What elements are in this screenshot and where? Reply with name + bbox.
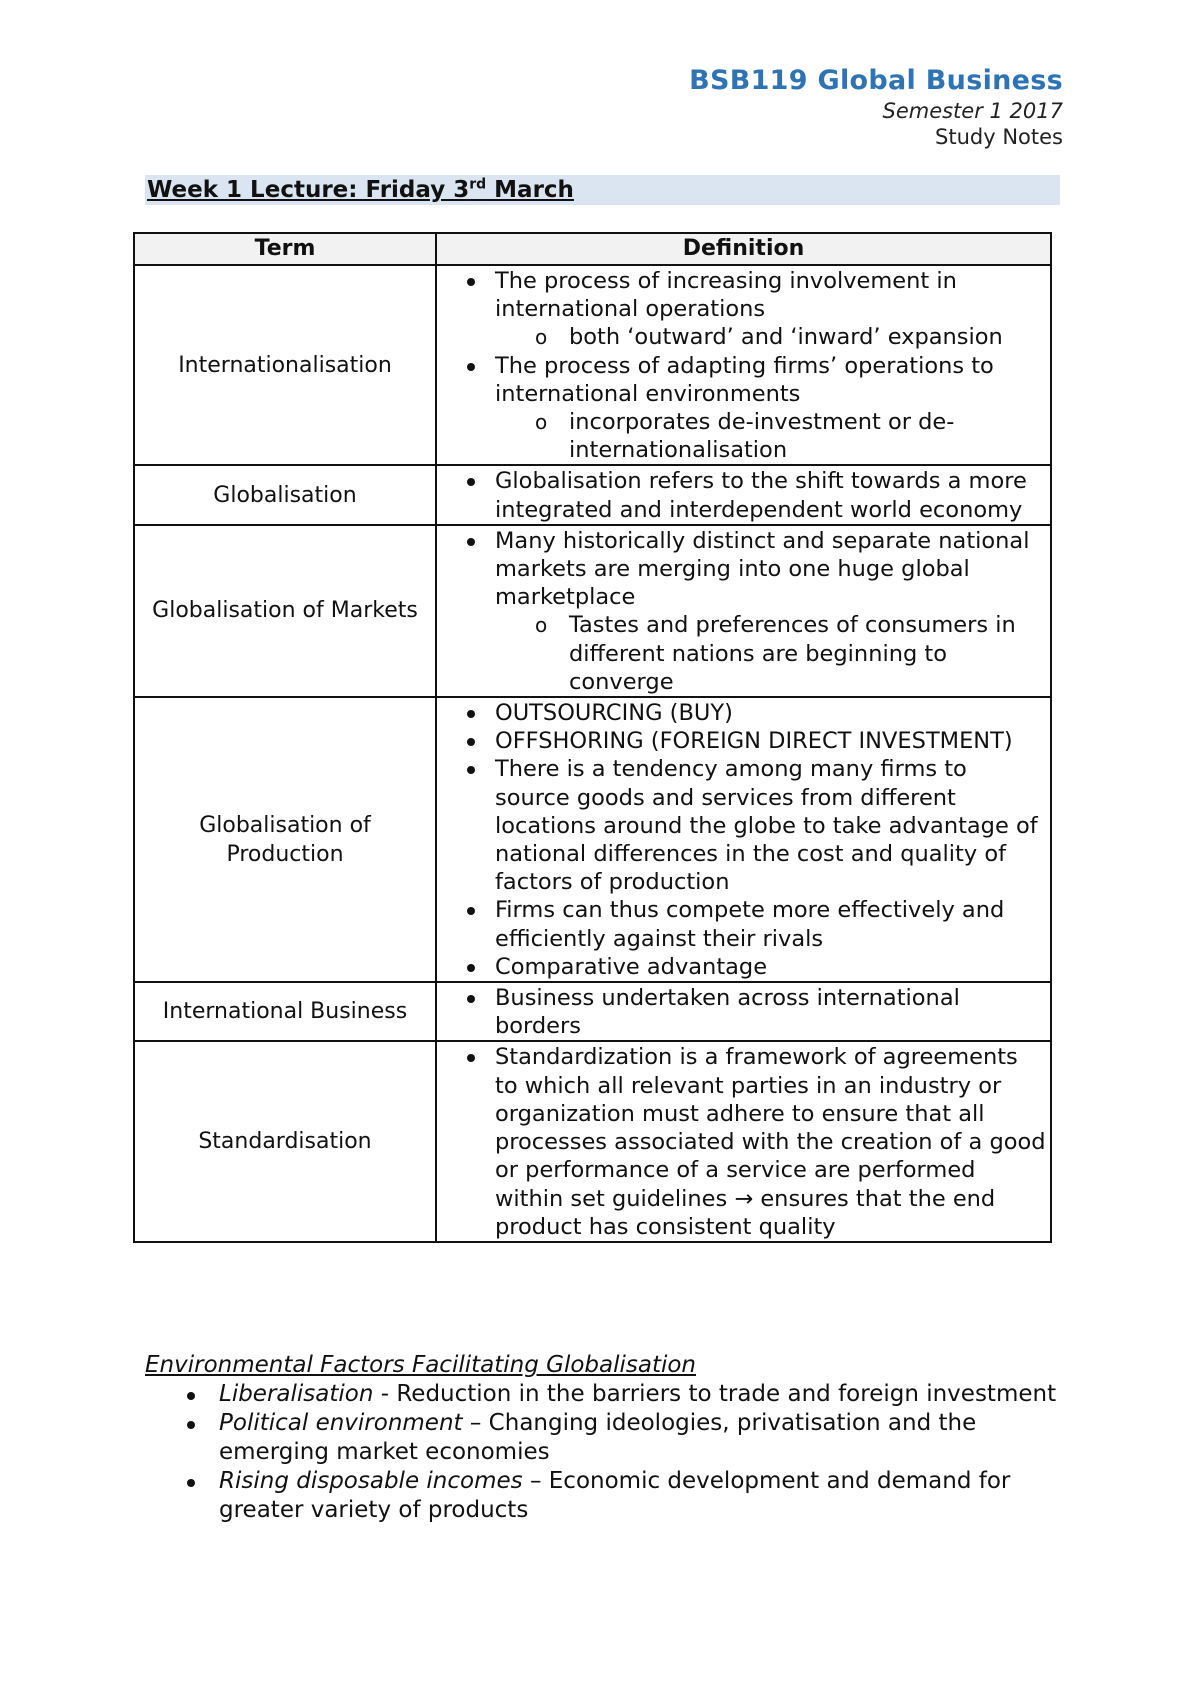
definition-cell: [436, 982, 1051, 1041]
definition-cell: [436, 525, 1051, 697]
definition-bullet: OFFSHORING (FOREIGN DIRECT INVESTMENT): [437, 727, 1046, 755]
factor-description: – Changing ideologies, privatisation and the emerging market economies: [219, 1410, 977, 1465]
definition-bullet: Comparative advantage: [437, 953, 1046, 981]
definition-cell: [436, 465, 1051, 524]
definition-bullet: Many historically distinct and separate national markets are merging into one huge global marketplace o Tastes and preferences of consumers in different nations are beginning to converge: [437, 527, 1046, 696]
definition-bullet: Standardization is a framework of agreements to which all relevant parties in an industry or organization must adhere to ensure that all processes associated with the creation of a good or performance of a service are performed within set guidelines → ensures that the end product has consistent quality: [437, 1043, 1046, 1240]
factor-term: Political environment: [219, 1410, 463, 1436]
term-cell: Internationalisation: [134, 265, 436, 465]
semester-label: Semester 1 2017: [882, 99, 1063, 123]
column-header-definition: Definition: [436, 233, 1051, 265]
table-header-row: [134, 233, 1051, 265]
list-item: [145, 1409, 1075, 1467]
definition-sub-bullet: o incorporates de-investment or de-internationalisation: [495, 408, 1046, 464]
definition-cell: [436, 265, 1051, 465]
definition-bullet: Globalisation refers to the shift towards a more integrated and interdependent world economy: [437, 467, 1046, 523]
table-row: [134, 1041, 1051, 1241]
table-row: [134, 465, 1051, 524]
page-header: [689, 64, 1063, 150]
section-heading: Environmental Factors Facilitating Globalisation: [145, 1352, 697, 1378]
week-heading-text: Week 1 Lecture: Friday 3rd March: [147, 176, 574, 203]
list-item: [145, 1380, 1075, 1409]
table-row: [134, 982, 1051, 1041]
table-row: [134, 525, 1051, 697]
definition-bullet: There is a tendency among many firms to source goods and services from different locations around the globe to take advantage of national differences in the cost and quality of factors of production: [437, 755, 1046, 896]
factor-description: – Economic development and demand for greater variety of products: [219, 1468, 1011, 1523]
term-cell: Globalisation: [134, 465, 436, 524]
definition-bullet: Business undertaken across international borders: [437, 984, 1046, 1040]
definition-sub-bullet: o both ‘outward’ and ‘inward’ expansion: [495, 323, 1046, 351]
factor-term: Rising disposable incomes: [219, 1468, 523, 1494]
definition-bullet: The process of increasing involvement in international operations o both ‘outward’ and ‘inward’ expansion: [437, 267, 1046, 352]
column-header-term: Term: [134, 233, 436, 265]
table-row: [134, 697, 1051, 982]
definition-cell: [436, 1041, 1051, 1241]
definition-cell: [436, 697, 1051, 982]
environmental-factors-section: [145, 1350, 1075, 1525]
term-cell: Globalisation of Production: [134, 697, 436, 982]
term-cell: Standardisation: [134, 1041, 436, 1241]
definition-bullet: Firms can thus compete more effectively and efficiently against their rivals: [437, 896, 1046, 952]
factor-term: Liberalisation: [219, 1381, 374, 1407]
definition-bullet: The process of adapting firms’ operations to international environments o incorporates de-investment or de-internationalisation: [437, 352, 1046, 465]
week-heading: [145, 175, 1060, 205]
study-notes-label: Study Notes: [935, 125, 1063, 149]
list-item: [145, 1467, 1075, 1525]
definition-sub-bullet: o Tastes and preferences of consumers in different nations are beginning to converge: [495, 611, 1046, 696]
term-cell: Globalisation of Markets: [134, 525, 436, 697]
term-cell: International Business: [134, 982, 436, 1041]
factor-description: - Reduction in the barriers to trade and foreign investment: [373, 1381, 1057, 1407]
factors-list: [145, 1380, 1075, 1525]
table-row: [134, 265, 1051, 465]
definition-bullet: OUTSOURCING (BUY): [437, 699, 1046, 727]
document-title: BSB119 Global Business: [689, 65, 1063, 96]
terms-table: [133, 232, 1052, 1243]
